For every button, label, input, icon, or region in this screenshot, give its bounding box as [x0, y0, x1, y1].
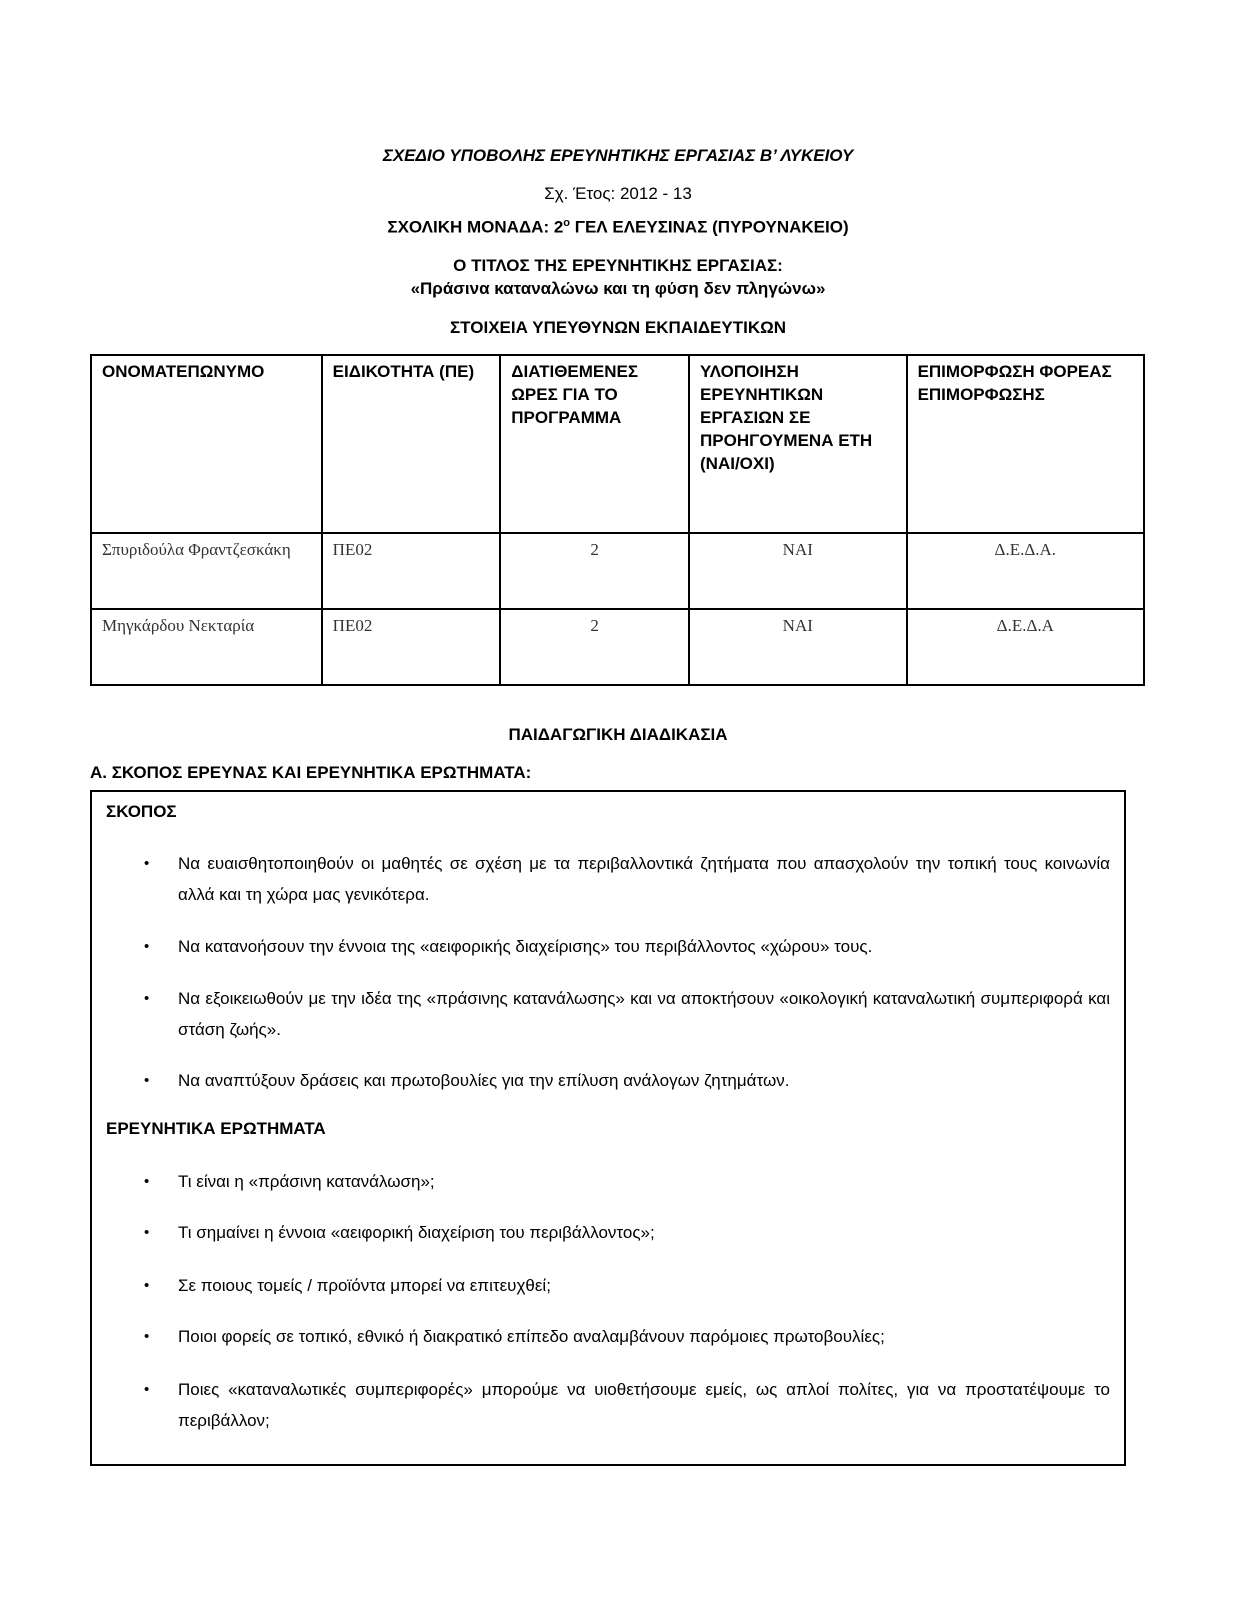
bullet-icon: •: [144, 1381, 150, 1398]
table-row: [91, 609, 1144, 685]
header-previous-projects: ΥΛΟΠΟΙΗΣΗ ΕΡΕΥΝΗΤΙΚΩΝ ΕΡΓΑΣΙΩΝ ΣΕ ΠΡΟΗΓΟΥΜΕΝΑ ΕΤΗ (ΝΑΙ/ΟΧΙ): [689, 355, 907, 533]
bullet-icon: •: [144, 990, 150, 1007]
bullet-icon: •: [144, 1224, 150, 1241]
school-unit-suffix: ΓΕΛ ΕΛΕΥΣΙΝΑΣ (ΠΥΡΟΥΝΑΚΕΙΟ): [570, 217, 849, 237]
aims-questions-box: [90, 790, 1126, 1466]
cell-specialty: ΠΕ02: [322, 533, 501, 609]
aim-text: Να κατανοήσουν την έννοια της «αειφορικής διαχείρισης» του περιβάλλοντος «χώρου» τους.: [178, 937, 873, 956]
aim-heading: ΣΚΟΠΟΣ: [106, 802, 177, 821]
cell-training: Δ.Ε.Δ.Α.: [907, 533, 1144, 609]
cell-hours: 2: [500, 533, 689, 609]
cell-hours: 2: [500, 609, 689, 685]
document-title: ΣΧΕΔΙΟ ΥΠΟΒΟΛΗΣ ΕΡΕΥΝΗΤΙΚΗΣ ΕΡΓΑΣΙΑΣ Β’ ΛΥΚΕΙΟΥ: [382, 146, 854, 165]
school-unit: [0, 217, 1236, 238]
header-training: ΕΠΙΜΟΡΦΩΣΗ ΦΟΡΕΑΣ ΕΠΙΜΟΡΦΩΣΗΣ: [907, 355, 1144, 533]
bullet-icon: •: [144, 1173, 150, 1190]
school-unit-prefix: ΣΧΟΛΙΚΗ ΜΟΝΑΔΑ: 2: [387, 217, 564, 237]
cell-previous-projects: ΝΑΙ: [689, 533, 907, 609]
table-row: [91, 533, 1144, 609]
research-title-heading: Ο ΤΙΤΛΟΣ ΤΗΣ ΕΡΕΥΝΗΤΙΚΗΣ ΕΡΓΑΣΙΑΣ:: [453, 256, 783, 275]
bullet-icon: •: [144, 1328, 150, 1345]
aim-text: Να αναπτύξουν δράσεις και πρωτοβουλίες για την επίλυση ανάλογων ζητημάτων.: [178, 1071, 790, 1090]
question-text: Σε ποιους τομείς / προϊόντα μπορεί να επιτευχθεί;: [178, 1276, 551, 1295]
cell-fullname: Σπυριδούλα Φραντζεσκάκη: [91, 533, 322, 609]
cell-training: Δ.Ε.Δ.Α: [907, 609, 1144, 685]
aim-text: Να εξοικειωθούν με την ιδέα της «πράσινης κατανάλωσης» και να αποκτήσουν «οικολογική καταναλωτική συμπεριφορά και στάση ζωής».: [178, 989, 1110, 1039]
question-text: Τι σημαίνει η έννοια «αειφορική διαχείριση του περιβάλλοντος»;: [178, 1223, 655, 1242]
header-hours: ΔΙΑΤΙΘΕΜΕΝΕΣ ΩΡΕΣ ΓΙΑ ΤΟ ΠΡΟΓΡΑΜΜΑ: [500, 355, 689, 533]
bullet-icon: •: [144, 855, 150, 872]
school-year: Σχ. Έτος: 2012 - 13: [544, 184, 692, 203]
pedagogy-heading: ΠΑΙΔΑΓΩΓΙΚΗ ΔΙΑΔΙΚΑΣΙΑ: [508, 725, 728, 744]
bullet-icon: •: [144, 1277, 150, 1294]
header-specialty: ΕΙΔΙΚΟΤΗΤΑ (ΠΕ): [322, 355, 501, 533]
table-header-row: [91, 355, 1144, 533]
question-text: Τι είναι η «πράσινη κατανάλωση»;: [178, 1172, 435, 1191]
question-text: Ποιες «καταναλωτικές συμπεριφορές» μπορούμε να υιοθετήσουμε εμείς, ως απλοί πολίτες, για να προστατέψουμε το περιβάλλον;: [178, 1380, 1110, 1430]
bullet-icon: •: [144, 938, 150, 955]
bullet-icon: •: [144, 1072, 150, 1089]
section-a-title: Α. ΣΚΟΠΟΣ ΕΡΕΥΝΑΣ ΚΑΙ ΕΡΕΥΝΗΤΙΚΑ ΕΡΩΤΗΜΑΤΑ:: [90, 763, 532, 782]
teachers-table: [90, 354, 1145, 686]
questions-heading: ΕΡΕΥΝΗΤΙΚΑ ΕΡΩΤΗΜΑΤΑ: [106, 1119, 326, 1138]
question-text: Ποιοι φορείς σε τοπικό, εθνικό ή διακρατικό επίπεδο αναλαμβάνουν παρόμοιες πρωτοβουλίες;: [178, 1327, 885, 1346]
aim-text: Να ευαισθητοποιηθούν οι μαθητές σε σχέση με τα περιβαλλοντικά ζητήματα που απασχολούν την τοπική τους κοινωνία αλλά και τη χώρα μας γενικότερα.: [178, 854, 1110, 904]
research-title: «Πράσινα καταναλώνω και τη φύση δεν πληγώνω»: [410, 279, 826, 298]
cell-fullname: Μηγκάρδου Νεκταρία: [91, 609, 322, 685]
cell-previous-projects: ΝΑΙ: [689, 609, 907, 685]
teachers-heading: ΣΤΟΙΧΕΙΑ ΥΠΕΥΘΥΝΩΝ ΕΚΠΑΙΔΕΥΤΙΚΩΝ: [449, 318, 787, 337]
cell-specialty: ΠΕ02: [322, 609, 501, 685]
school-unit-superscript: ο: [563, 217, 571, 229]
header-fullname: ΟΝΟΜΑΤΕΠΩΝΥΜΟ: [91, 355, 322, 533]
